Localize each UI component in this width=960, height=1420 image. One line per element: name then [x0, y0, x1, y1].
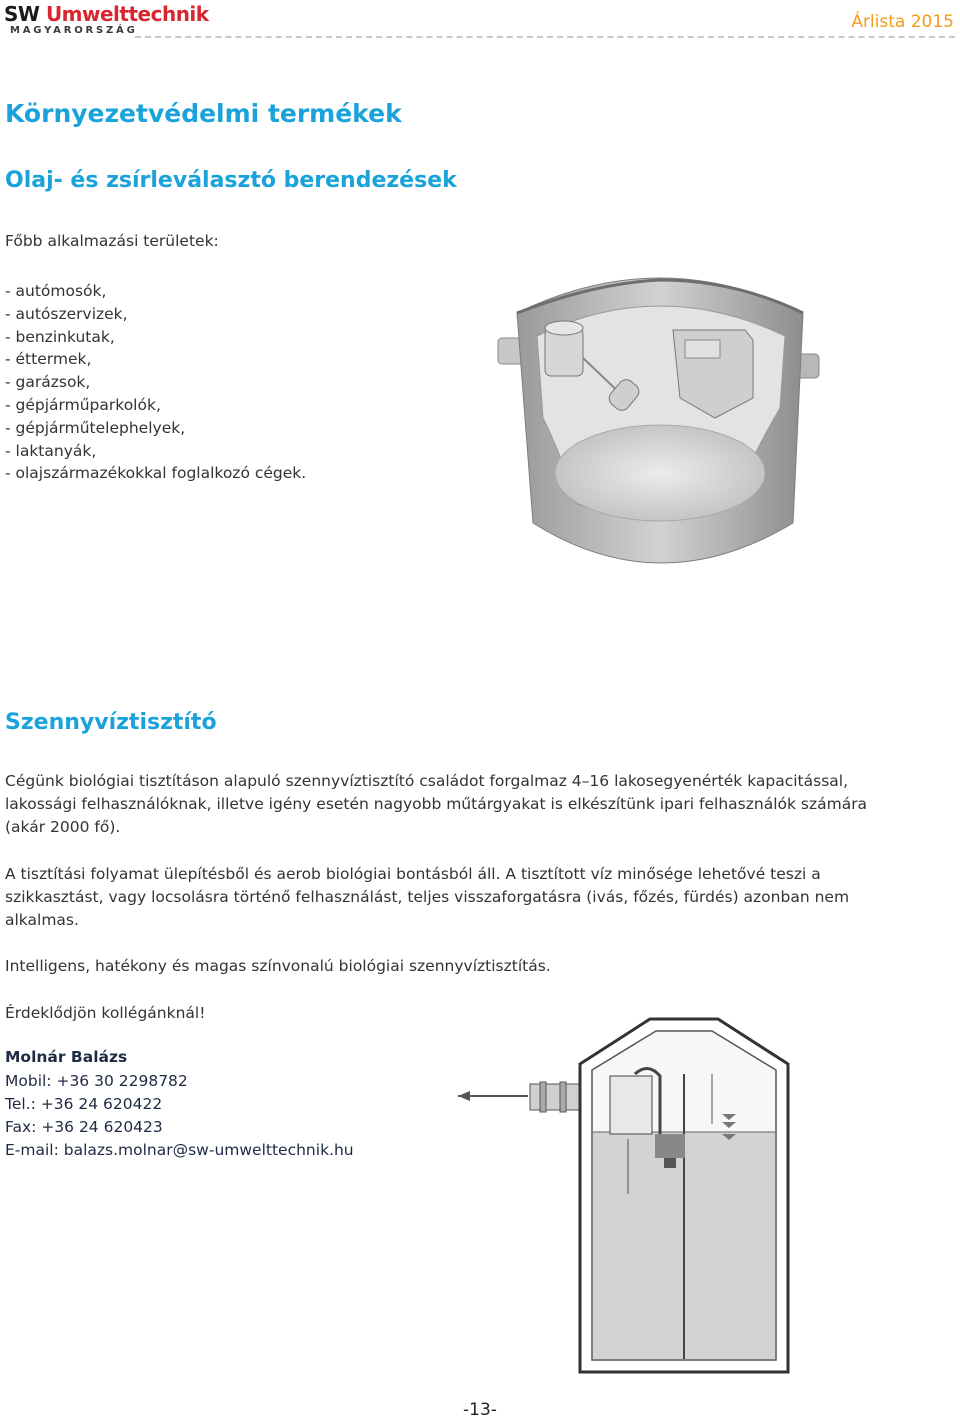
page-number: -13-	[463, 1400, 497, 1420]
contact-name: Molnár Balázs	[5, 1048, 128, 1066]
list-item: - gépjárműtelephelyek,	[5, 418, 186, 437]
logo-sw-text: SW	[4, 2, 40, 26]
contact-prompt: Érdeklődjön kollégánknál!	[5, 1004, 206, 1022]
wastewater-paragraph-1: Cégünk biológiai tisztításon alapuló szennyvíztisztító családot forgalmaz 4–16 lakosegyenérték kapacitással, lakossági felhasználóknak, illetve igény esetén nagyobb műtárgyakat is elkészítünk ipari felhasználók számára (akár 2000 fő).	[5, 772, 868, 836]
wastewater-tagline: Intelligens, hatékony és magas színvonalú biológiai szennyvíztisztítás.	[5, 957, 551, 975]
contact-email[interactable]: E-mail: balazs.molnar@sw-umwelttechnik.hu	[5, 1141, 354, 1159]
wastewater-paragraph-2: A tisztítási folyamat ülepítésből és aerob biológiai bontásból áll. A tisztított víz minősége lehetővé teszi a szikkasztást, vagy locsolásra történő felhasználást, teljes visszaforgatásra (ivás, főzés, fürdés) azonban nem alkalmas.	[5, 865, 850, 929]
list-item: - benzinkutak,	[5, 327, 115, 346]
list-item: - garázsok,	[5, 373, 91, 392]
separator-tank-illustration	[495, 258, 825, 583]
list-item: - autómosók,	[5, 282, 107, 300]
list-item: - éttermek,	[5, 350, 92, 369]
page-title: Környezetvédelmi termékek	[5, 99, 402, 128]
company-logo	[4, 2, 209, 26]
price-list-label: Árlista 2015	[851, 12, 954, 32]
contact-tel: Tel.: +36 24 620422	[5, 1095, 163, 1113]
list-item: - olajszármazékokkal foglalkozó cégek.	[5, 464, 307, 483]
list-item: - autószervizek,	[5, 304, 128, 323]
section-heading-separators: Olaj- és zsírleválasztó berendezések	[5, 168, 457, 193]
contact-mobile: Mobil: +36 30 2298782	[5, 1072, 188, 1090]
wastewater-heading: Szennyvíztisztító	[5, 710, 217, 735]
logo-subtitle: MAGYARORSZÁG	[10, 25, 138, 36]
list-item: - gépjárműparkolók,	[5, 395, 161, 414]
treatment-plant-diagram	[450, 1014, 958, 1384]
applications-intro: Főbb alkalmazási területek:	[5, 232, 219, 250]
contact-fax: Fax: +36 24 620423	[5, 1118, 163, 1136]
header-dashed-divider	[135, 36, 955, 38]
logo-umwelt-text: Umwelttechnik	[45, 2, 209, 26]
list-item: - laktanyák,	[5, 441, 97, 460]
applications-list	[5, 280, 306, 485]
